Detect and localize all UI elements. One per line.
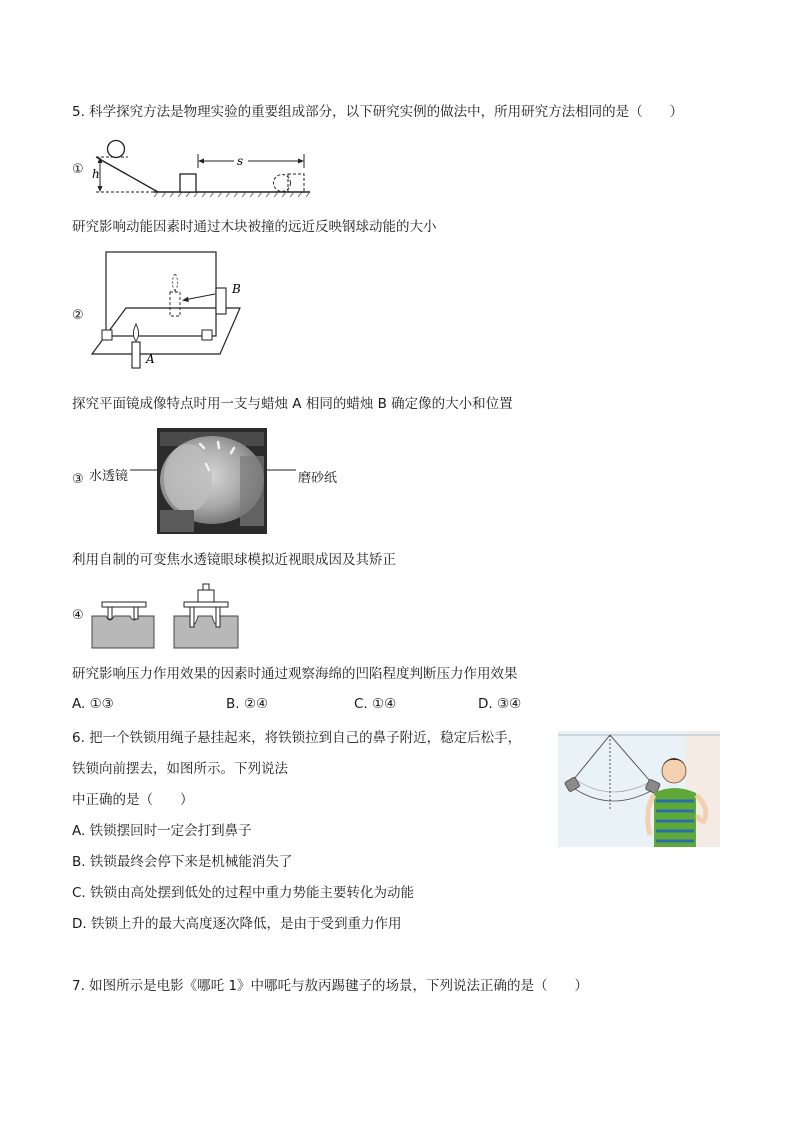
candle-a-label: A xyxy=(146,352,155,366)
q6-stem-line-3: 中正确的是（ ） xyxy=(72,792,194,808)
item1-number: ① xyxy=(72,162,84,177)
item4-caption: 研究影响压力作用效果的因素时通过观察海绵的凹陷程度判断压力作用效果 xyxy=(72,666,518,682)
item2-caption: 探究平面镜成像特点时用一支与蜡烛 A 相同的蜡烛 B 确定像的大小和位置 xyxy=(72,396,513,412)
q5-option-c[interactable]: C. ①④ xyxy=(354,696,397,712)
candle-b-label: B xyxy=(232,282,241,296)
q5-stem: 5. 科学探究方法是物理实验的重要组成部分，以下研究实例的做法中，所用研究方法相同的是（ ） xyxy=(72,104,684,120)
water-lens-photo xyxy=(130,426,296,536)
water-lens-label: 水透镜 xyxy=(89,469,129,484)
item1-caption: 研究影响动能因素时通过木块被撞的远近反映钢球动能的大小 xyxy=(72,219,437,235)
q6-option-c[interactable]: C. 铁锁由高处摆到低处的过程中重力势能主要转化为动能 xyxy=(72,885,415,901)
frosted-paper-label: 磨砂纸 xyxy=(298,471,338,486)
item3-number: ③ xyxy=(72,472,84,487)
item3-caption: 利用自制的可变焦水透镜眼球模拟近视眼成因及其矫正 xyxy=(72,552,396,568)
height-label: h xyxy=(92,167,100,181)
kinetic-energy-figure xyxy=(88,138,316,200)
q5-option-d[interactable]: D. ③④ xyxy=(478,696,522,712)
q6-option-b[interactable]: B. 铁锁最终会停下来是机械能消失了 xyxy=(72,854,293,870)
q5-option-b[interactable]: B. ②④ xyxy=(226,696,269,712)
item2-number: ② xyxy=(72,308,84,323)
q6-option-d[interactable]: D. 铁锁上升的最大高度逐次降低，是由于受到重力作用 xyxy=(72,916,402,932)
plane-mirror-figure xyxy=(88,248,248,372)
sponge-pressure-figure xyxy=(88,582,242,652)
q6-option-a[interactable]: A. 铁锁摆回时一定会打到鼻子 xyxy=(72,823,252,839)
q7-stem: 7. 如图所示是电影《哪吒 1》中哪吒与敖丙踢毽子的场景，下列说法正确的是（ ） xyxy=(72,978,589,994)
item4-number: ④ xyxy=(72,608,84,623)
q6-stem-line-1: 6. 把一个铁锁用绳子悬挂起来，将铁锁拉到自己的鼻子附近，稳定后松手， xyxy=(72,730,522,746)
pendulum-illustration xyxy=(558,731,720,847)
q5-option-a[interactable]: A. ①③ xyxy=(72,696,114,712)
distance-label: s xyxy=(237,154,244,168)
q5-options xyxy=(72,696,552,714)
q6-stem-line-2: 铁锁向前摆去，如图所示。下列说法 xyxy=(72,761,288,777)
